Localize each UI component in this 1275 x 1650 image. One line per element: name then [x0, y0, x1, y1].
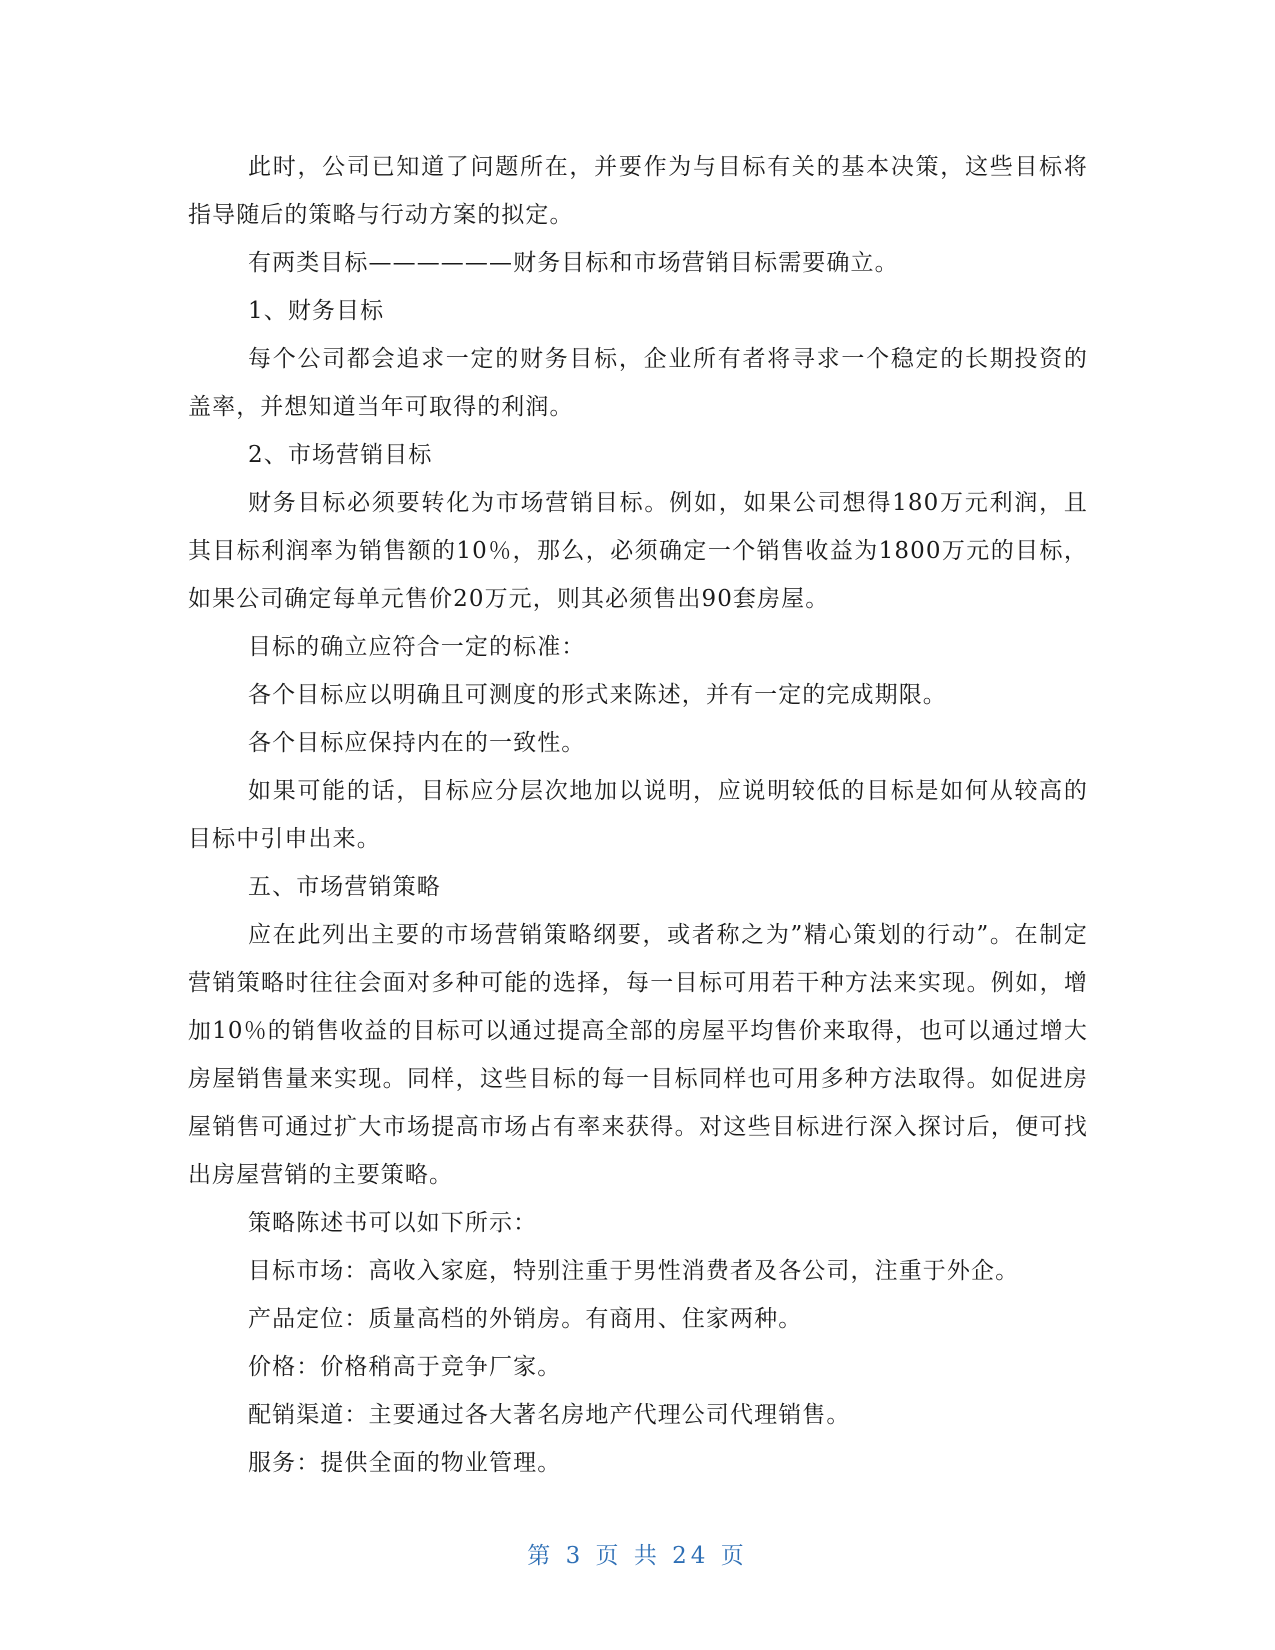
section-heading: 1、财务目标	[248, 298, 385, 324]
paragraph: 应在此列出主要的市场营销策略纲要，或者称之为”精心策划的行动”。在制定营销策略时往往会面对多种可能的选择，每一目标可用若干种方法来实现。例如，增加10％的销售收益的目标可以通过提高全部的房屋平均售价来取得，也可以通过增大房屋销售量来实现。同样，这些目标的每一目标同样也可用多种方法取得。如促进房屋销售可通过扩大市场提高市场占有率来获得。对这些目标进行深入探讨后，便可找出房屋营销的主要策略。	[188, 922, 1088, 1188]
paragraph: 各个目标应保持内在的一致性。	[248, 730, 586, 756]
strategy-item: 价格：价格稍高于竞争厂家。	[248, 1354, 562, 1380]
section-heading: 2、市场营销目标	[248, 442, 433, 468]
strategy-item: 产品定位：质量高档的外销房。有商用、住家两种。	[248, 1306, 803, 1332]
strategy-item: 配销渠道：主要通过各大著名房地产代理公司代理销售。	[248, 1402, 851, 1428]
paragraph: 策略陈述书可以如下所示：	[248, 1210, 538, 1236]
paragraph: 各个目标应以明确且可测度的形式来陈述，并有一定的完成期限。	[248, 682, 947, 708]
paragraph: 目标的确立应符合一定的标准：	[248, 634, 586, 660]
document-body	[188, 143, 1088, 1487]
section-heading: 五、市场营销策略	[248, 874, 441, 900]
strategy-item: 目标市场：高收入家庭，特别注重于男性消费者及各公司，注重于外企。	[248, 1258, 1020, 1284]
paragraph: 财务目标必须要转化为市场营销目标。例如，如果公司想得180万元利润，且其目标利润率为销售额的10％，那么，必须确定一个销售收益为1800万元的目标，如果公司确定每单元售价20万元，则其必须售出90套房屋。	[188, 490, 1088, 612]
paragraph: 每个公司都会追求一定的财务目标，企业所有者将寻求一个稳定的长期投资的盖率，并想知道当年可取得的利润。	[188, 346, 1088, 420]
paragraph: 有两类目标——————财务目标和市场营销目标需要确立。	[248, 250, 899, 276]
page-number-footer: 第 3 页 共 24 页	[527, 1543, 748, 1569]
paragraph: 此时，公司已知道了问题所在，并要作为与目标有关的基本决策，这些目标将指导随后的策略与行动方案的拟定。	[188, 154, 1088, 228]
strategy-item: 服务：提供全面的物业管理。	[248, 1450, 562, 1476]
paragraph: 如果可能的话，目标应分层次地加以说明，应说明较低的目标是如何从较高的目标中引申出来。	[188, 778, 1088, 852]
